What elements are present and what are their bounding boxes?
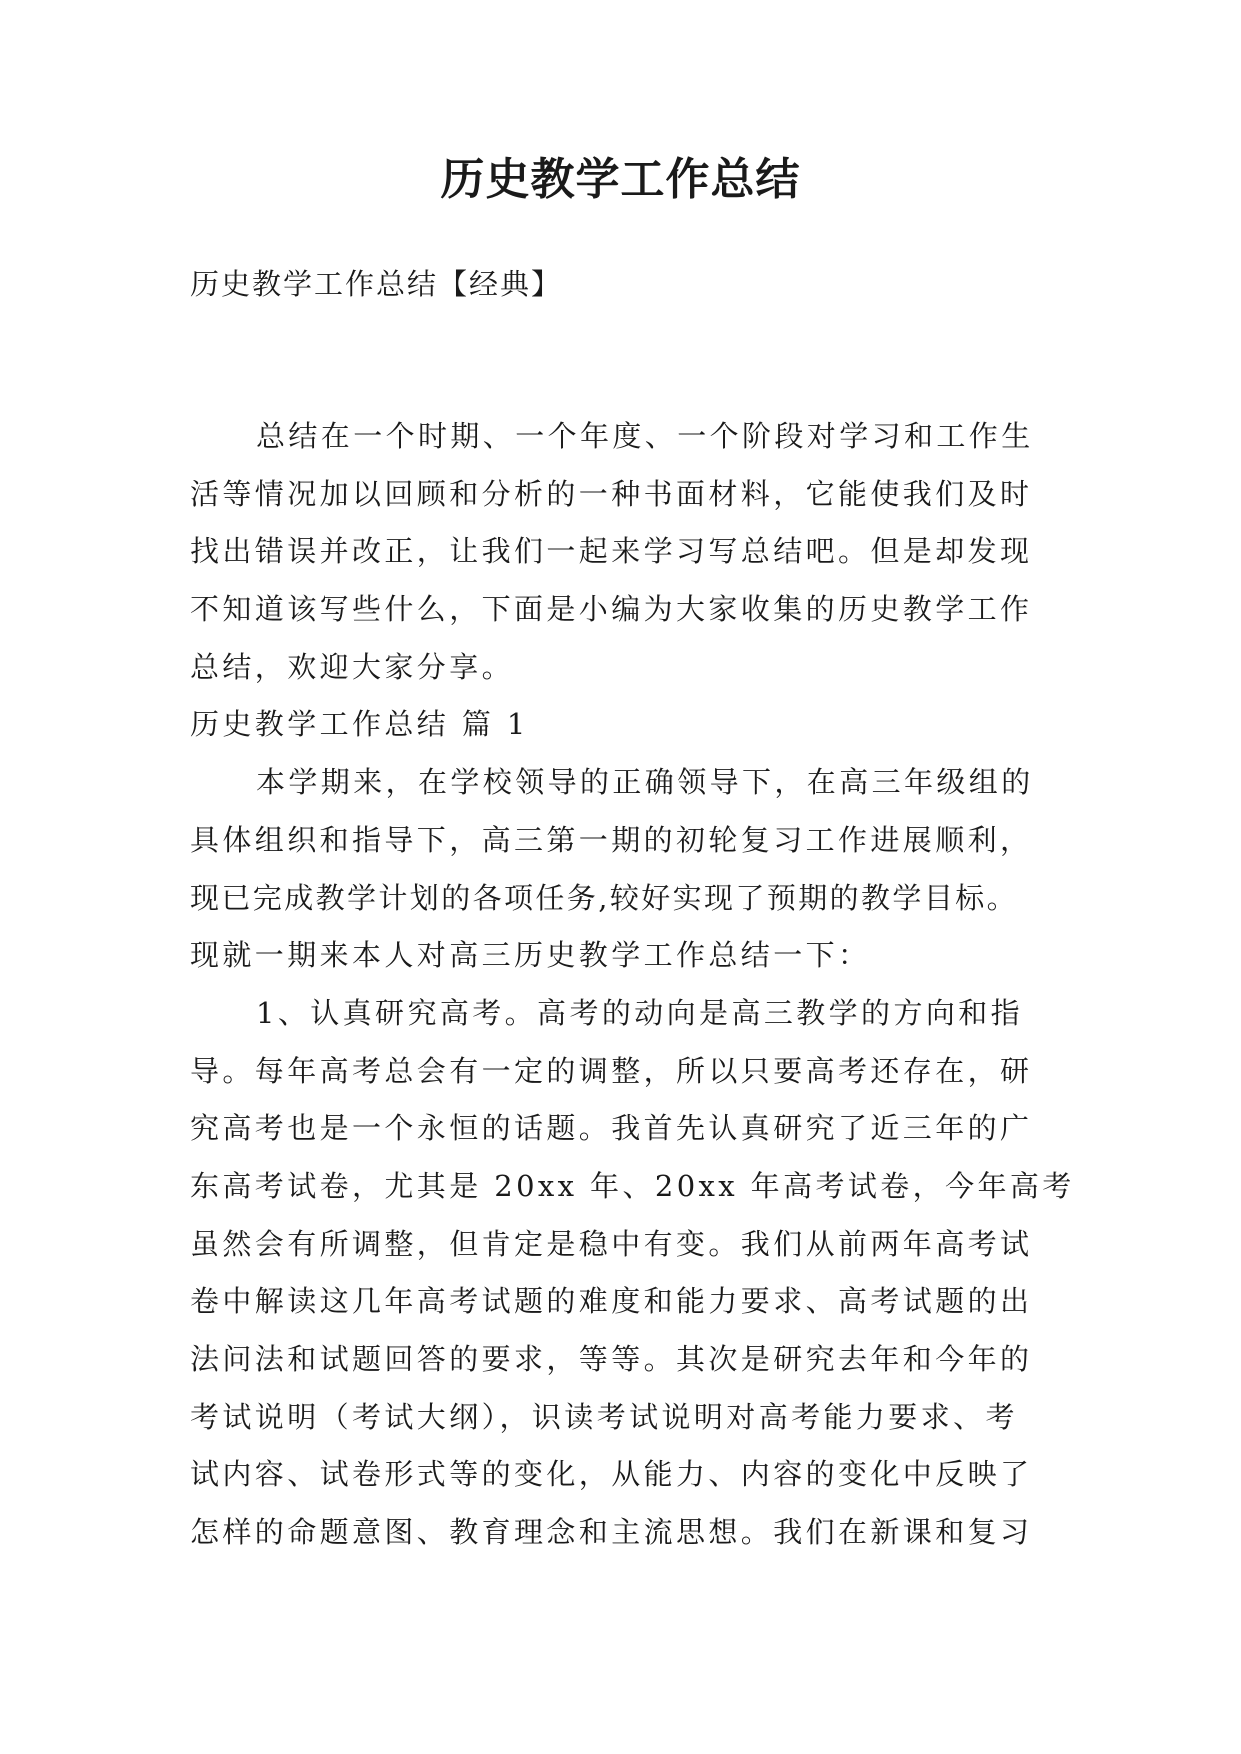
- body-line: 导。每年高考总会有一定的调整，所以只要高考还存在，研: [190, 1053, 1033, 1088]
- body-line: 东高考试卷，尤其是 20xx 年、20xx 年高考试卷，今年高考: [190, 1168, 1075, 1203]
- body-line: 卷中解读这几年高考试题的难度和能力要求、高考试题的出: [190, 1284, 1033, 1319]
- body-line: 究高考也是一个永恒的话题。我首先认真研究了近三年的广: [190, 1111, 1033, 1146]
- body-line: 总结在一个时期、一个年度、一个阶段对学习和工作生: [256, 419, 1034, 453]
- body-line: 怎样的命题意图、教育理念和主流思想。我们在新课和复习: [190, 1515, 1033, 1550]
- body-line: 现就一期来本人对高三历史教学工作总结一下：: [190, 938, 871, 973]
- body-line: 虽然会有所调整，但肯定是稳中有变。我们从前两年高考试: [190, 1226, 1033, 1261]
- body-line: 1、认真研究高考。高考的动向是高三教学的方向和指: [256, 995, 1024, 1030]
- body-line: 具体组织和指导下，高三第一期的初轮复习工作进展顺利，: [190, 822, 1033, 857]
- body-line: 考试说明（考试大纲），识读考试说明对高考能力要求、考: [190, 1399, 1018, 1434]
- section-heading: 历史教学工作总结 篇 1: [190, 707, 529, 742]
- document-title: 历史教学工作总结: [440, 154, 801, 205]
- body-line: 活等情况加以回顾和分析的一种书面材料，它能使我们及时: [190, 476, 1033, 511]
- body-line: 总结，欢迎大家分享。: [190, 649, 515, 684]
- document-subtitle: 历史教学工作总结【经典】: [190, 267, 563, 301]
- body-line: 法问法和试题回答的要求，等等。其次是研究去年和今年的: [190, 1342, 1033, 1376]
- body-line: 现已完成教学计划的各项任务,较好实现了预期的教学目标。: [190, 880, 1019, 915]
- body-line: 不知道该写些什么，下面是小编为大家收集的历史教学工作: [190, 592, 1033, 627]
- body-line: 试内容、试卷形式等的变化，从能力、内容的变化中反映了: [190, 1457, 1033, 1492]
- body-line: 找出错误并改正，让我们一起来学习写总结吧。但是却发现: [190, 534, 1033, 569]
- document-body: [190, 408, 1075, 1562]
- body-line: 本学期来，在学校领导的正确领导下，在高三年级组的: [256, 765, 1034, 800]
